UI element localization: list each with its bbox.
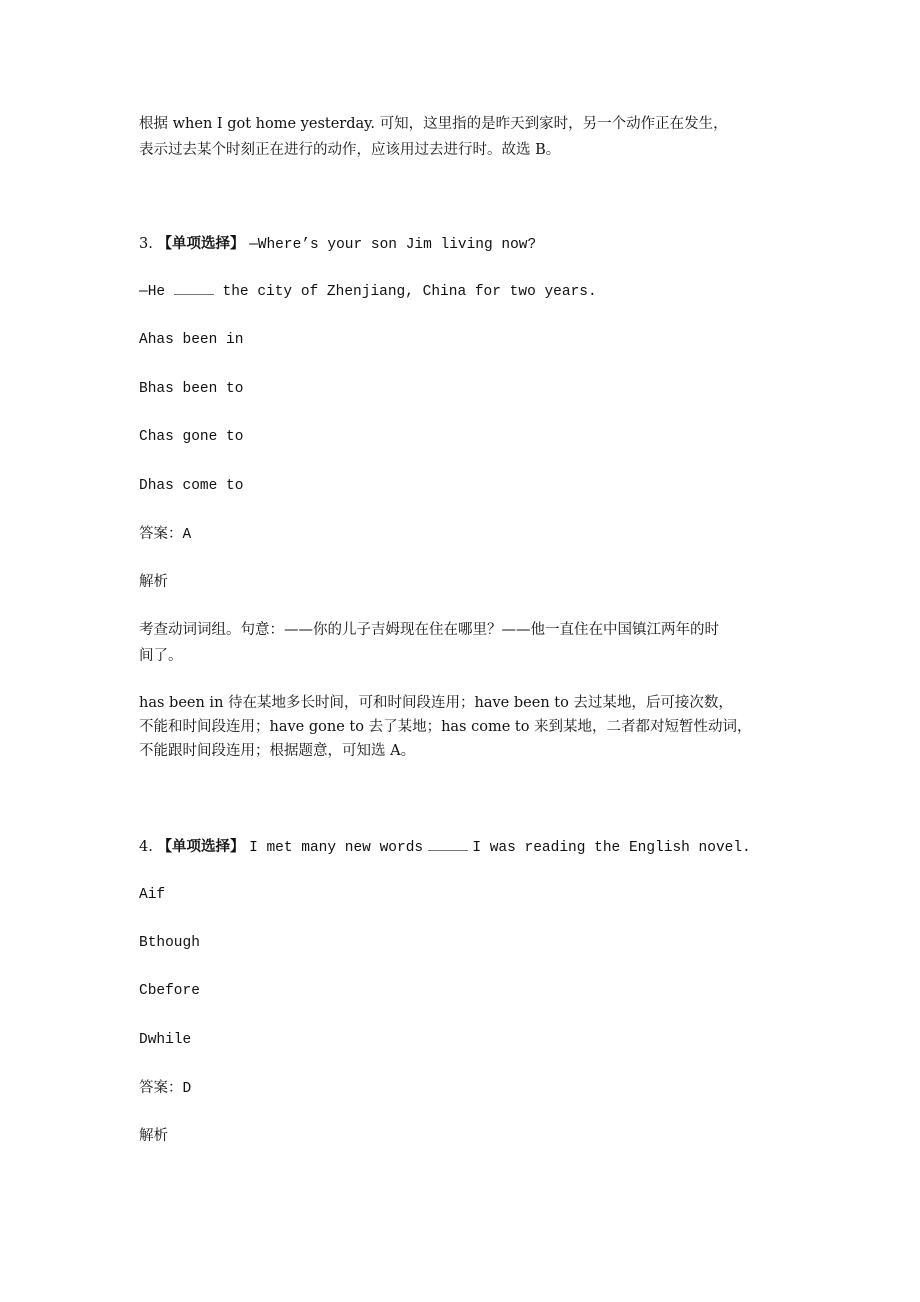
question-sentence: [139, 282, 597, 302]
option-d: [139, 1030, 191, 1050]
option-text: if: [147, 887, 166, 903]
option-text: has come to: [147, 478, 244, 494]
prompt-after-blank: I was reading the English novel.: [472, 840, 751, 856]
answer-blank: [428, 838, 468, 851]
analysis-line: 不能和时间段连用；have gone to 去了某地；has come to 来到某地，二者都对短暂性动词，: [139, 719, 752, 735]
explanation-line: 表示过去某个时刻正在进行的动作，应该用过去进行时。故选 B。: [139, 142, 561, 158]
option-text: though: [147, 935, 200, 951]
analysis-line: 考查动词词组。句意：——你的儿子吉姆现在住在哪里？——他一直住在中国镇江两年的时: [139, 622, 719, 638]
answer-value: D: [182, 1081, 192, 1097]
option-text: has been in: [147, 332, 244, 348]
question-type-tag: 【单项选择】: [157, 838, 245, 855]
question-header: [139, 234, 536, 254]
option-a: [139, 885, 165, 905]
option-b: [139, 933, 200, 953]
option-text: before: [147, 983, 200, 999]
answer-line: [139, 524, 191, 544]
option-text: while: [147, 1032, 192, 1048]
option-letter: D: [139, 1032, 148, 1048]
option-letter: D: [139, 478, 148, 494]
option-c: [139, 427, 243, 447]
option-text: has gone to: [147, 429, 244, 445]
answer-value: A: [182, 527, 192, 543]
option-text: has been to: [147, 381, 244, 397]
option-letter: B: [139, 381, 148, 397]
question-type-tag: 【单项选择】: [157, 235, 245, 252]
option-b: [139, 379, 243, 399]
option-c: [139, 981, 200, 1001]
sentence-after-blank: the city of Zhenjiang, China for two years.: [222, 284, 597, 300]
option-letter: A: [139, 332, 148, 348]
answer-line: [139, 1078, 191, 1098]
analysis-line: 不能跟时间段连用；根据题意，可知选 A。: [139, 743, 416, 759]
option-letter: C: [139, 429, 148, 445]
question-header: [139, 837, 751, 857]
answer-blank: [174, 282, 214, 295]
explanation-line: 根据 when I got home yesterday. 可知，这里指的是昨天到家时，另一个动作正在发生，: [139, 116, 728, 132]
question-number: 4.: [139, 839, 153, 855]
answer-label: 答案：: [139, 1080, 183, 1096]
analysis-line: has been in 待在某地多长时间，可和时间段连用；have been to 去过某地，后可接次数，: [139, 695, 733, 711]
question-prompt: —Where’s your son Jim living now?: [249, 237, 537, 253]
answer-label: 答案：: [139, 526, 183, 542]
option-letter: C: [139, 983, 148, 999]
analysis-label: 解析: [139, 574, 168, 590]
prompt-before-blank: I met many new words: [249, 840, 424, 856]
option-letter: A: [139, 887, 148, 903]
sentence-before-blank: —He: [139, 284, 166, 300]
analysis-line: 间了。: [139, 648, 183, 664]
question-number: 3.: [139, 236, 153, 252]
option-d: [139, 476, 243, 496]
option-a: [139, 330, 243, 350]
option-letter: B: [139, 935, 148, 951]
analysis-label: 解析: [139, 1128, 168, 1144]
